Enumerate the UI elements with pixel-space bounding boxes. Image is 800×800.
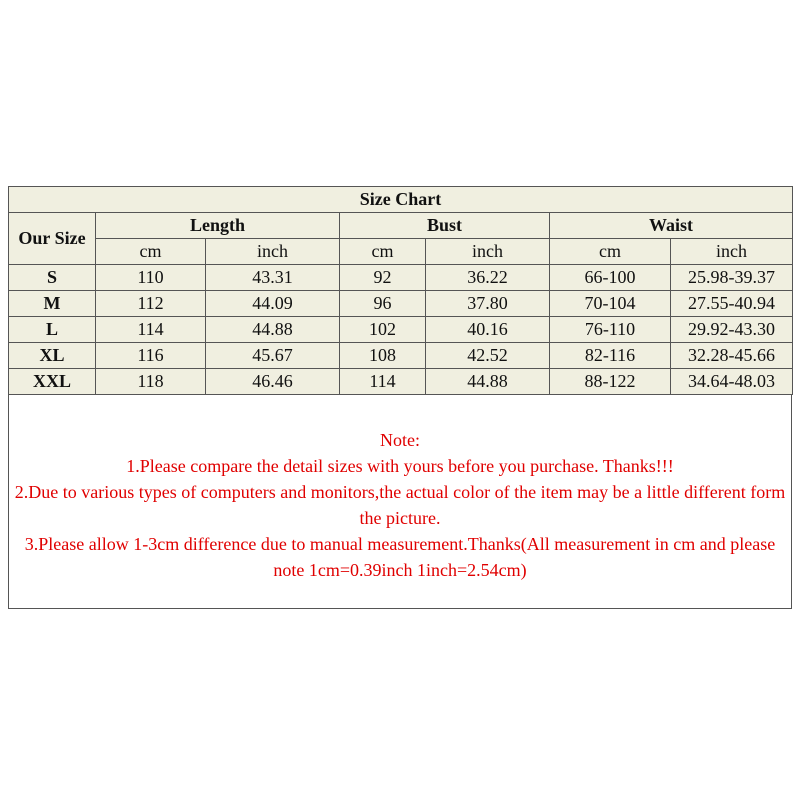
unit-header: inch	[426, 239, 550, 265]
table-cell: 76-110	[550, 317, 671, 343]
unit-header-row	[9, 239, 793, 265]
group-header-row	[9, 213, 793, 239]
unit-header: cm	[550, 239, 671, 265]
note-heading: Note:	[380, 430, 420, 450]
table-cell: 44.88	[426, 369, 550, 395]
table-cell: 66-100	[550, 265, 671, 291]
size-label: L	[9, 317, 96, 343]
size-label: S	[9, 265, 96, 291]
table-cell: 110	[96, 265, 206, 291]
table-cell: 34.64-48.03	[671, 369, 793, 395]
note-line: 1.Please compare the detail sizes with yours before you purchase. Thanks!!!	[126, 456, 674, 476]
table-cell: 40.16	[426, 317, 550, 343]
length-header: Length	[96, 213, 340, 239]
table-cell: 25.98-39.37	[671, 265, 793, 291]
size-label: M	[9, 291, 96, 317]
table-cell: 114	[96, 317, 206, 343]
table-cell: 88-122	[550, 369, 671, 395]
table-cell: 116	[96, 343, 206, 369]
notes-section	[8, 427, 792, 583]
note-line: 2.Due to various types of computers and monitors,the actual color of the item may be a little different form the picture.	[14, 482, 786, 528]
bust-header: Bust	[340, 213, 550, 239]
table-cell: 43.31	[206, 265, 340, 291]
size-label: XXL	[9, 369, 96, 395]
table-cell: 29.92-43.30	[671, 317, 793, 343]
title-row	[9, 187, 793, 213]
table-cell: 44.09	[206, 291, 340, 317]
table-row	[9, 369, 793, 395]
unit-header: inch	[206, 239, 340, 265]
table-cell: 92	[340, 265, 426, 291]
table-cell: 114	[340, 369, 426, 395]
size-chart-table	[8, 186, 793, 395]
table-row	[9, 291, 793, 317]
table-cell: 118	[96, 369, 206, 395]
table-cell: 42.52	[426, 343, 550, 369]
table-row	[9, 265, 793, 291]
table-cell: 46.46	[206, 369, 340, 395]
table-cell: 37.80	[426, 291, 550, 317]
table-cell: 45.67	[206, 343, 340, 369]
table-cell: 102	[340, 317, 426, 343]
unit-header: inch	[671, 239, 793, 265]
waist-header: Waist	[550, 213, 793, 239]
table-title: Size Chart	[9, 187, 793, 213]
size-label: XL	[9, 343, 96, 369]
table-cell: 32.28-45.66	[671, 343, 793, 369]
table-cell: 108	[340, 343, 426, 369]
table-cell: 44.88	[206, 317, 340, 343]
size-column-header: Our Size	[9, 213, 96, 265]
table-cell: 27.55-40.94	[671, 291, 793, 317]
unit-header: cm	[96, 239, 206, 265]
note-line: 3.Please allow 1-3cm difference due to manual measurement.Thanks(All measurement in cm and please note 1cm=0.39inch 1inch=2.54cm)	[24, 534, 776, 580]
table-cell: 112	[96, 291, 206, 317]
table-row	[9, 317, 793, 343]
table-cell: 70-104	[550, 291, 671, 317]
table-cell: 96	[340, 291, 426, 317]
table-row	[9, 343, 793, 369]
table-cell: 36.22	[426, 265, 550, 291]
table-cell: 82-116	[550, 343, 671, 369]
unit-header: cm	[340, 239, 426, 265]
